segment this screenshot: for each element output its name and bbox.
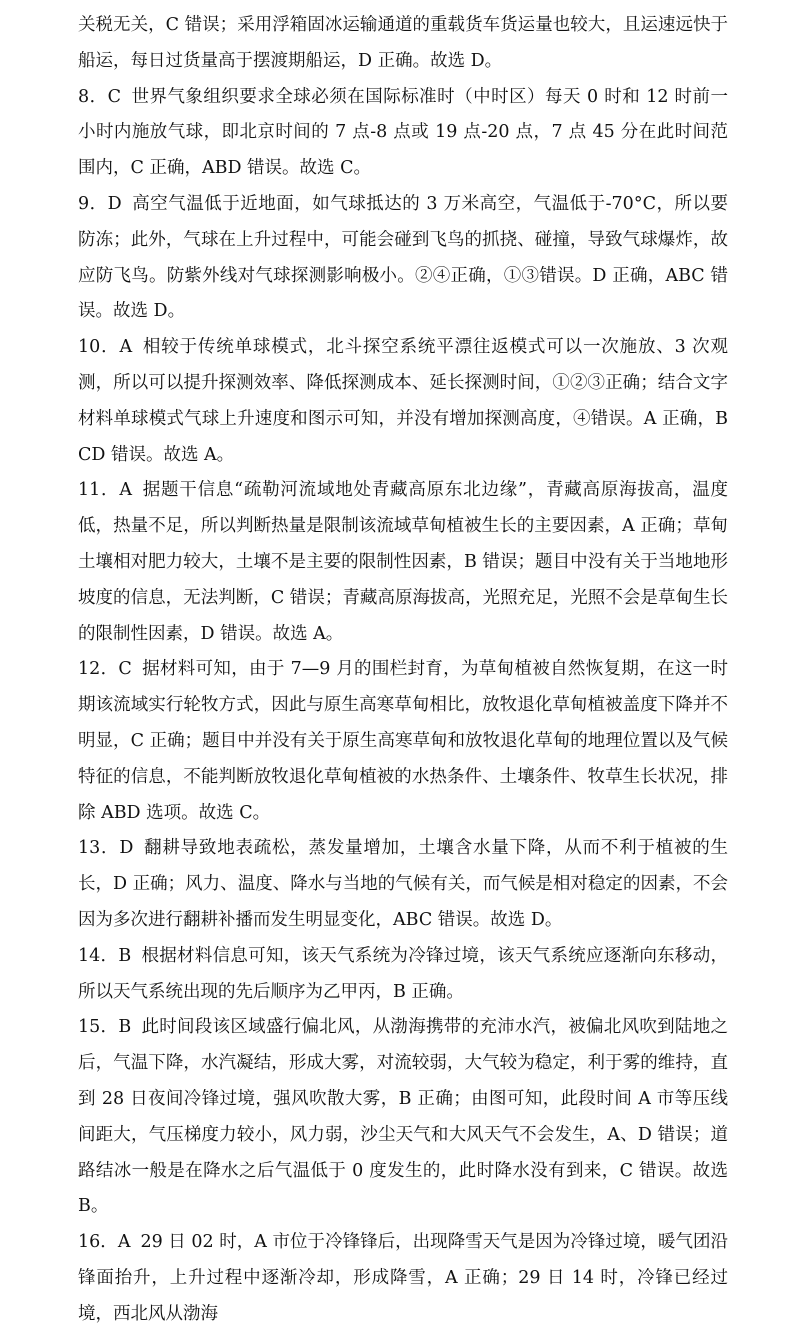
paragraph-text: 此时间段该区域盛行偏北风，从渤海携带的充沛水汽，被偏北风吹到陆地之后，气温下降，水汽凝结，形成大雾，对流较弱，大气较为稳定，利于雾的维持，直到 28 日夜间冷锋过境，强风吹散大雾，B 正确；由图可知，此段时间 A 市等压线间距大，气压梯度力较小，风力弱，沙尘天气和大风天气不会发生，A、D 错误；道路结冰一般是在降水之后气温低于 0 度发生的，此时降水没有到来，C 错误。故选 B。 xyxy=(78,1017,728,1217)
answer-letter: B xyxy=(118,1017,132,1038)
paragraph-text: 世界气象组织要求全球必须在国际标准时（中时区）每天 0 时和 12 时前一小时内施放气球，即北京时间的 7 点-8 点或 19 点-20 点，7 点 45 分在此时间范围内，C 正确，ABD 错误。故选 C。 xyxy=(78,86,729,179)
question-number: 13． xyxy=(78,838,120,859)
paragraph-text: 据题干信息“疏勒河流域地处青藏高原东北边缘”，青藏高原海拔高，温度低，热量不足，所以判断热量是限制该流域草甸植被生长的主要因素，A 正确；草甸土壤相对肥力较大，土壤不是主要的限制性因素，B 错误；题目中没有关于当地地形坡度的信息，无法判断，C 错误；青藏高原海拔高，光照充足，光照不会是草甸生长的限制性因素，D 错误。故选 A。 xyxy=(78,480,728,644)
paragraph-text: 29 日 02 时，A 市位于冷锋锋后，出现降雪天气是因为冷锋过境，暖气团沿锋面抬升，上升过程中逐渐冷却，形成降雪，A 正确；29 日 14 时，冷锋已经过境，西北风从渤海 xyxy=(78,1232,728,1324)
answer-8 xyxy=(78,80,728,187)
paragraph-text: 翻耕导致地表疏松，蒸发量增加，土壤含水量下降，从而不利于植被的生长，D 正确；风力、温度、降水与当地的气候有关，而气候是相对稳定的因素，不会因为多次进行翻耕补播而发生明显变化，ABC 错误。故选 D。 xyxy=(78,838,728,930)
question-number: 8． xyxy=(78,86,108,107)
answer-letter: C xyxy=(107,86,121,107)
paragraph-7-continued xyxy=(78,8,728,80)
question-number: 10． xyxy=(78,337,120,358)
answer-16 xyxy=(78,1225,728,1332)
paragraph-text: 根据材料信息可知，该天气系统为冷锋过境，该天气系统应逐渐向东移动，所以天气系统出现的先后顺序为乙甲丙，B 正确。 xyxy=(78,945,728,1002)
paragraph-text: 相较于传统单球模式，北斗探空系统平漂往返模式可以一次施放、3 次观测，所以可以提升探测效率、降低探测成本、延长探测时间，①②③正确；结合文字材料单球模式气球上升速度和图示可知，并没有增加探测高度，④错误。A 正确，BCD 错误。故选 A。 xyxy=(78,337,728,465)
answer-letter: A xyxy=(117,1232,131,1253)
question-number: 9． xyxy=(78,193,108,214)
answer-letter: C xyxy=(118,659,132,680)
answer-10 xyxy=(78,330,728,473)
question-number: 14． xyxy=(78,945,119,966)
question-number: 11． xyxy=(78,480,120,501)
answer-11 xyxy=(78,473,728,652)
answer-letter: D xyxy=(107,193,122,214)
answer-15 xyxy=(78,1010,728,1225)
answer-12 xyxy=(78,652,728,831)
answer-letter: D xyxy=(119,838,134,859)
answer-letter: A xyxy=(119,337,133,358)
answer-9 xyxy=(78,187,728,330)
answer-13 xyxy=(78,831,728,938)
paragraph-text: 高空气温低于近地面，如气球抵达的 3 万米高空，气温低于-70°C，所以要防冻；此外，气球在上升过程中，可能会碰到飞鸟的抓挠、碰撞，导致气球爆炸，故应防飞鸟。防紫外线对气球探测影响极小。②④正确，①③错误。D 正确，ABC 错误。故选 D。 xyxy=(78,193,728,322)
answer-letter: B xyxy=(118,945,132,966)
answer-14 xyxy=(78,939,728,1011)
question-number: 12． xyxy=(78,659,119,680)
document-page xyxy=(78,8,728,1332)
paragraph-text: 据材料可知，由于 7—9 月的围栏封育，为草甸植被自然恢复期，在这一时期该流域实行轮牧方式，因此与原生高寒草甸相比，放牧退化草甸植被盖度下降并不明显，C 正确；题目中并没有关于原生高寒草甸和放牧退化草甸的地理位置以及气候特征的信息，不能判断放牧退化草甸植被的水热条件、土壤条件、牧草生长状况，排除 ABD 选项。故选 C。 xyxy=(78,659,728,823)
question-number: 16． xyxy=(78,1232,118,1253)
paragraph-text: 关税无关，C 错误；采用浮箱固冰运输通道的重载货车货运量也较大，且运速远快于船运，每日过货量高于摆渡期船运，D 正确。故选 D。 xyxy=(78,15,728,71)
question-number: 15． xyxy=(78,1017,119,1038)
answer-letter: A xyxy=(119,480,132,501)
